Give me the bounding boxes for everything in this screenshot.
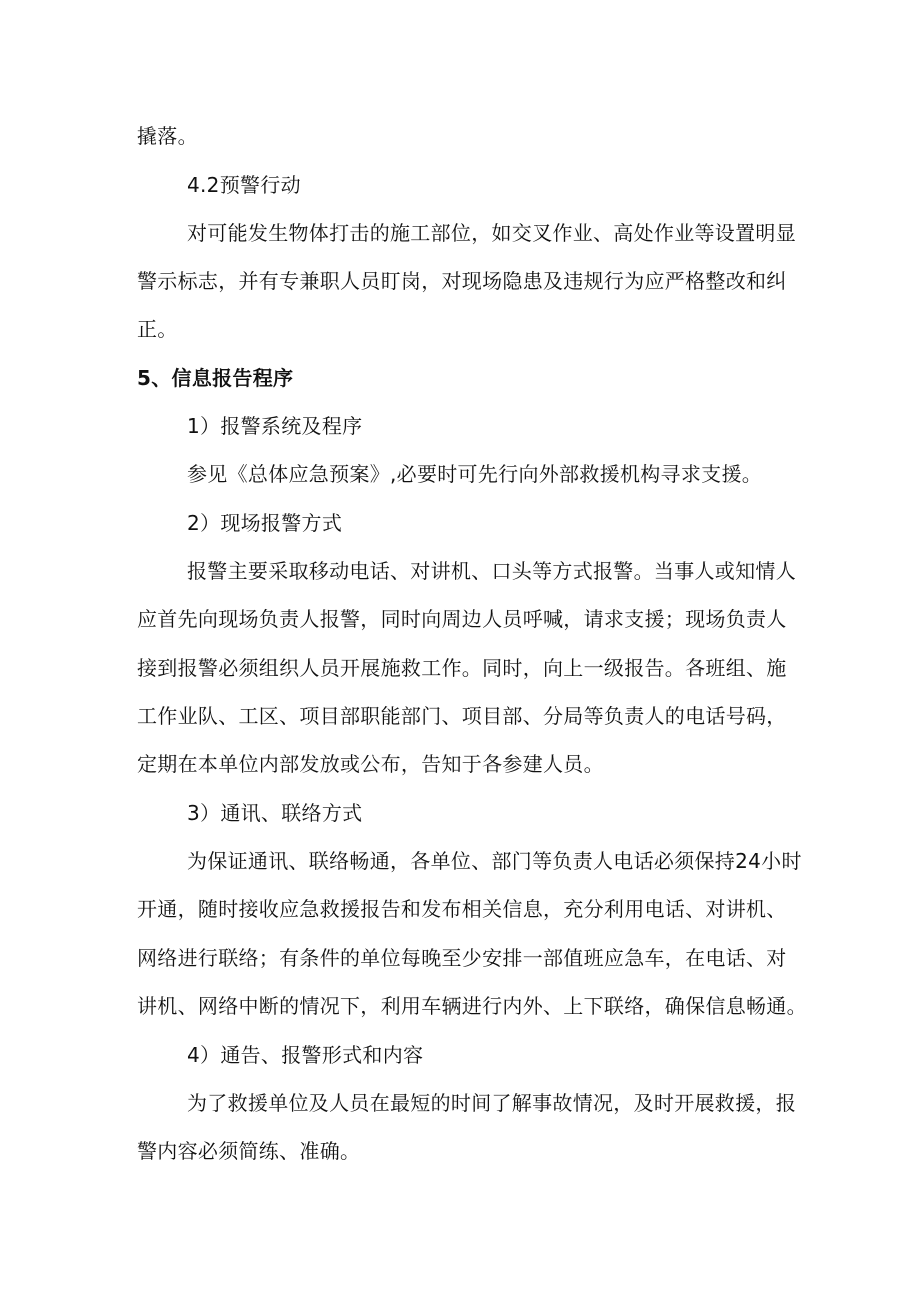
text-line: 警示标志，并有专兼职人员盯岗，对现场隐患及违规行为应严格整改和纠	[137, 269, 787, 293]
text-line: 应首先向现场负责人报警，同时向周边人员呼喊，请求支援；现场负责人	[137, 607, 787, 631]
subsection-title: 2）现场报警方式	[187, 511, 343, 535]
text-line: 为了救援单位及人员在最短的时间了解事故情况，及时开展救援，报	[187, 1091, 796, 1115]
subsection-title: 3）通讯、联络方式	[187, 801, 363, 825]
text-line: 讲机、网络中断的情况下，利用车辆进行内外、上下联络，确保信息畅通。	[137, 994, 807, 1018]
text-line: 正。	[137, 317, 178, 341]
text-line: 对可能发生物体打击的施工部位，如交叉作业、高处作业等设置明显	[187, 221, 796, 245]
text-line: 接到报警必须组织人员开展施救工作。同时，向上一级报告。各班组、施	[137, 656, 787, 680]
text-line: 网络进行联络；有条件的单位每晚至少安排一部值班应急车，在电话、对	[137, 946, 787, 970]
section-heading: 5、信息报告程序	[137, 366, 294, 390]
text-line: 工作业队、工区、项目部职能部门、项目部、分局等负责人的电话号码，	[137, 704, 787, 728]
subsection-title: 4）通告、报警形式和内容	[187, 1043, 424, 1067]
text-line: 警内容必须简练、准确。	[137, 1139, 361, 1163]
text-line: 定期在本单位内部发放或公布，告知于各参建人员。	[137, 752, 604, 776]
text-line: 开通，随时接收应急救援报告和发布相关信息，充分利用电话、对讲机、	[137, 897, 787, 921]
subsection-title: 4.2预警行动	[187, 173, 301, 197]
subsection-title: 1）报警系统及程序	[187, 414, 363, 438]
text-line: 为保证通讯、联络畅通，各单位、部门等负责人电话必须保持24小时	[187, 849, 802, 873]
text-line: 参见《总体应急预案》,必要时可先行向外部救援机构寻求支援。	[187, 462, 763, 486]
text-line: 撬落。	[137, 124, 198, 148]
text-line: 报警主要采取移动电话、对讲机、口头等方式报警。当事人或知情人	[187, 559, 796, 583]
